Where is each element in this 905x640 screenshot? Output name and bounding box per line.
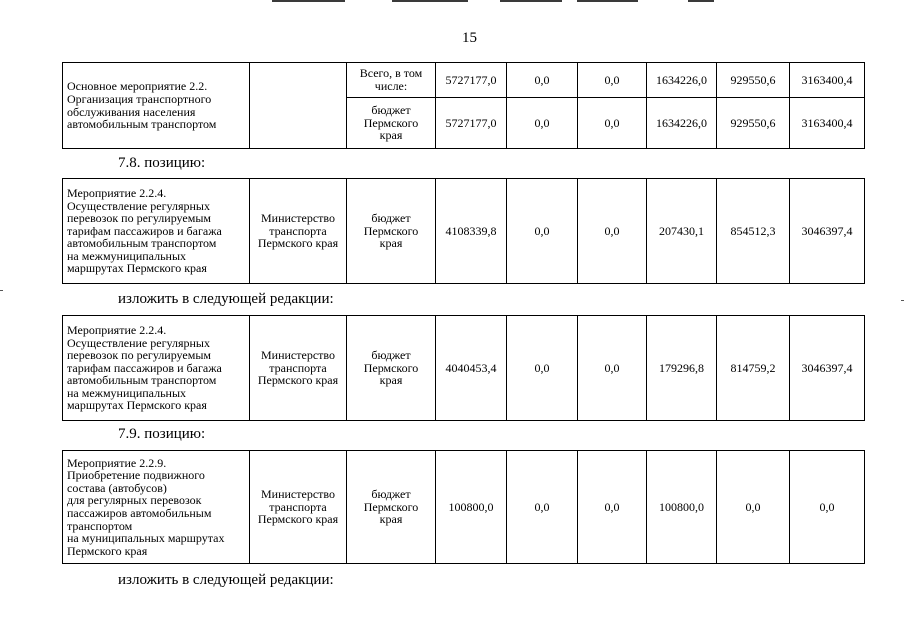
funding-source-cell: бюджет Пермского края [347, 451, 436, 564]
value-cell: 207430,1 [647, 179, 717, 284]
scan-edge-mark [0, 290, 3, 291]
value-cell: 0,0 [507, 451, 578, 564]
value-cell: 814759,2 [717, 316, 790, 421]
value-cell: 0,0 [717, 451, 790, 564]
scan-artifact-line [688, 0, 714, 2]
section-heading-7-9: 7.9. позицию: [118, 426, 206, 442]
activity-name-cell: Основное мероприятие 2.2. Организация транспортного обслуживания населения автомобильным транспортом [63, 63, 250, 149]
value-cell: 0,0 [507, 98, 578, 149]
value-cell: 5727177,0 [436, 98, 507, 149]
funding-source-cell: Всего, в том числе: [347, 63, 436, 98]
table-row [63, 63, 865, 98]
activity-name-cell: Мероприятие 2.2.9. Приобретение подвижного состава (автобусов) для регулярных перевозок пассажиров автомобильным транспортом на муниципальных маршрутах Пермского края [63, 451, 250, 564]
scan-artifact-line [272, 0, 345, 2]
funding-table-activity-2-2-4-new [62, 315, 865, 421]
activity-name-cell: Мероприятие 2.2.4. Осуществление регулярных перевозок по регулируемым тарифам пассажиров и багажа автомобильным транспортом на межмуниципальных маршрутах Пермского края [63, 179, 250, 284]
table-row [63, 179, 865, 284]
value-cell: 4108339,8 [436, 179, 507, 284]
page-number: 15 [462, 30, 477, 46]
funding-table-main-activity [62, 62, 865, 149]
funding-table-activity-2-2-4-old [62, 178, 865, 284]
value-cell: 0,0 [507, 316, 578, 421]
section-heading-7-8: 7.8. позицию: [118, 155, 206, 171]
table-row [63, 316, 865, 421]
funding-source-cell: бюджет Пермского края [347, 316, 436, 421]
value-cell: 929550,6 [717, 98, 790, 149]
value-cell: 0,0 [790, 451, 865, 564]
executor-cell: Министерство транспорта Пермского края [250, 451, 347, 564]
value-cell: 1634226,0 [647, 98, 717, 149]
value-cell: 0,0 [578, 316, 647, 421]
value-cell: 0,0 [578, 63, 647, 98]
value-cell: 929550,6 [717, 63, 790, 98]
value-cell: 3046397,4 [790, 179, 865, 284]
value-cell: 3046397,4 [790, 316, 865, 421]
value-cell: 0,0 [507, 179, 578, 284]
funding-source-cell: бюджет Пермского края [347, 179, 436, 284]
value-cell: 0,0 [507, 63, 578, 98]
instruction-text: изложить в следующей редакции: [118, 572, 334, 588]
activity-name-cell: Мероприятие 2.2.4. Осуществление регулярных перевозок по регулируемым тарифам пассажиров и багажа автомобильным транспортом на межмуниципальных маршрутах Пермского края [63, 316, 250, 421]
value-cell: 5727177,0 [436, 63, 507, 98]
value-cell: 3163400,4 [790, 63, 865, 98]
scan-artifact-line [500, 0, 562, 2]
funding-table-activity-2-2-9 [62, 450, 865, 564]
value-cell: 100800,0 [647, 451, 717, 564]
executor-cell: Министерство транспорта Пермского края [250, 179, 347, 284]
value-cell: 1634226,0 [647, 63, 717, 98]
executor-cell [250, 63, 347, 149]
instruction-text: изложить в следующей редакции: [118, 291, 334, 307]
value-cell: 854512,3 [717, 179, 790, 284]
value-cell: 0,0 [578, 98, 647, 149]
value-cell: 0,0 [578, 179, 647, 284]
value-cell: 4040453,4 [436, 316, 507, 421]
scan-artifact-line [392, 0, 468, 2]
executor-cell: Министерство транспорта Пермского края [250, 316, 347, 421]
value-cell: 179296,8 [647, 316, 717, 421]
scan-artifact-line [577, 0, 638, 2]
scan-edge-mark [901, 300, 904, 301]
table-row [63, 451, 865, 564]
funding-source-cell: бюджет Пермского края [347, 98, 436, 149]
value-cell: 3163400,4 [790, 98, 865, 149]
value-cell: 0,0 [578, 451, 647, 564]
value-cell: 100800,0 [436, 451, 507, 564]
